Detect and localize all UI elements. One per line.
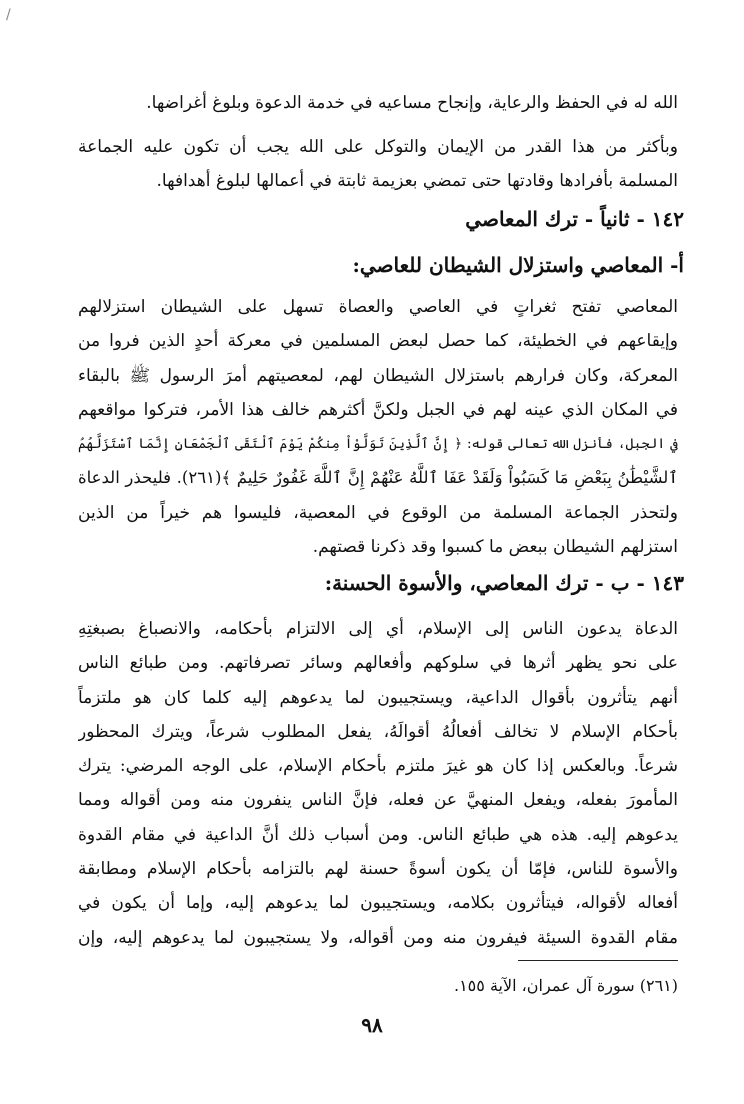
text-line: وبأكثر من هذا القدر من الإيمان والتوكل على الله يجب أن تكون عليه الجماعة <box>78 137 678 157</box>
text-line: والأسوة للناس، فإمّا أن يكون أسوةً حسنة لهم بالتزامه بأحكام الإسلام ومطابقة <box>78 859 678 880</box>
subsection-heading-a: أ- المعاصي واستزلال الشيطان للعاصي: <box>352 253 684 277</box>
paragraph-faith <box>78 130 678 199</box>
text-line: المعركة، وكان فرارهم باستزلال الشيطان لهم، لمعصيتهم أمرَ الرسول ﷺ بالبقاء <box>78 365 678 386</box>
quran-verse-line: ٱلشَّيْطَٰنُ بِبَعْضِ مَا كَسَبُواْ وَلَقَدْ عَفَا ٱللَّهُ عَنْهُمْ إِنَّ ٱللَّهَ غَفُورٌ حَلِيمٌ ﴾(٢٦١). فليحذر الدعاة <box>78 468 678 488</box>
footnote-separator <box>518 960 678 961</box>
text-line: على نحو يظهر أثرها في سلوكهم وأفعالهم وسائر تصرفاتهم. ومن طبائع الناس <box>78 653 678 674</box>
text-line: في المكان الذي عينه لهم في الجبل ولكنَّ أكثرهم خالف هذا الأمر، فتركوا مواقعهم <box>78 399 678 420</box>
footnote-261: (٢٦١) سورة آل عمران، الآية ١٥٥. <box>453 976 678 995</box>
text-line: المأمورَ بفعله، ويفعل المنهيَّ عن فعله، فإنَّ الناس ينفرون منه ومن أقواله ومما <box>78 790 678 811</box>
text-line: الله له في الحفظ والرعاية، وإنجاح مساعيه في خدمة الدعوة وبلوغ أغراضها. <box>146 93 678 113</box>
text-line: ولتحذر الجماعة المسلمة من الوقوع في المعصية، فليسوا هم خيراً من الذين <box>78 502 678 523</box>
section-heading-142: ١٤٢ - ثانياً - ترك المعاصي <box>465 207 684 231</box>
text-line: مقام القدوة السيئة فيفرون منه ومن أقواله، ولا يستجيبون لما يدعوهم إليه، وإن <box>78 927 678 948</box>
text-line: أنهم يتأثرون بأقوال الداعية، ويستجيبون لما يدعوهم إليه كلما كان هو ملتزماً <box>78 687 678 708</box>
text-line: وإيقاعهم في الخطيئة، كما حصل لبعض المسلمين في معركة أحدٍ الذين فروا من <box>78 331 678 352</box>
scan-corner-mark: / <box>6 7 11 23</box>
text-line: المسلمة بأفرادها وقادتها حتى تمضي بعزيمة ثابتة في أعمالها لبلوغ أهدافها. <box>156 171 678 192</box>
paragraph-sins <box>78 290 678 564</box>
text-line: شرعاً. وبالعكس إذا كان هو غيرَ ملتزم بأحكام الإسلام، على الوجه المرضي: يترك <box>78 756 678 777</box>
text-line: الدعاة يدعون الناس إلى الإسلام، أي إلى الالتزام بأحكامه، والانصباغ بصبغتِهِ <box>78 619 678 639</box>
quran-verse-line: في الجبل، فأنزل الله تعالى قوله: ﴿ إِنَّ ٱلَّذِينَ تَوَلَّوْاْ مِنكُمْ يَوْمَ ٱلْتَقَى ٱلْجَمْعَانِ إِنَّمَا ٱسْتَزَلَّهُمُ <box>78 436 678 453</box>
page-number: ٩٨ <box>361 1013 383 1037</box>
text-line: استزلهم الشيطان ببعض ما كسبوا وقد ذكرنا قصتهم. <box>312 537 678 558</box>
text-line: المعاصي تفتح ثغراتٍ في العاصي والعصاة تسهل على الشيطان استزلالهم <box>78 297 678 317</box>
text-line: يدعوهم إليه. هذه هي طبائع الناس. ومن أسباب ذلك أنَّ الداعية في مقام القدوة <box>78 824 678 845</box>
text-line: بأحكام الإسلام لا تخالف أفعالُهُ أقوالَهُ، يفعل المطلوب شرعاً، ويترك المحظور <box>78 721 678 742</box>
paragraph-continuation <box>78 86 678 120</box>
section-heading-143: ١٤٣ - ب - ترك المعاصي، والأسوة الحسنة: <box>324 571 684 595</box>
paragraph-good-example <box>78 612 678 955</box>
text-line: أفعاله لأقواله، فيتأثرون بكلامه، ويستجيبون لما يدعوهم إليه، وإما أن يكون في <box>78 893 678 914</box>
